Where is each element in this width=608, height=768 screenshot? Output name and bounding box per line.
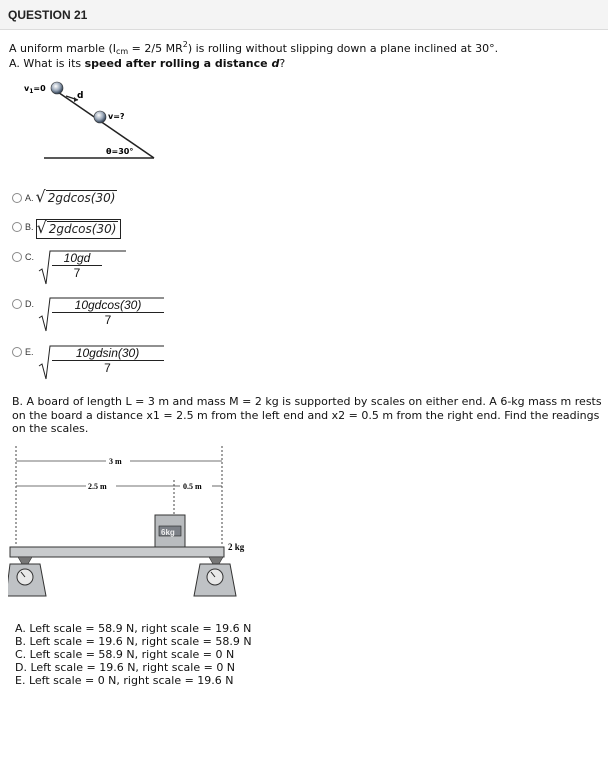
v1-label: v: [24, 84, 30, 93]
answer-b-option: A. Left scale = 58.9 N, right scale = 19.6 N: [15, 622, 252, 635]
option-a-radicand: 2gdcos(30): [47, 191, 116, 205]
svg-text:v1=0: [24, 84, 46, 95]
option-c-expr: [38, 249, 128, 285]
v1-sub: 1: [29, 88, 34, 95]
board: [10, 547, 224, 557]
q-line2-suffix: ?: [279, 57, 286, 70]
v1-eq: =0: [33, 84, 46, 93]
option-b[interactable]: [12, 219, 121, 239]
option-e-denominator: 7: [104, 361, 111, 375]
angle-label: θ=30°: [106, 147, 134, 156]
option-d-radio[interactable]: [12, 299, 22, 309]
x2-label: 0.5 m: [183, 482, 202, 491]
option-a-letter: A.: [25, 193, 34, 203]
x1-label: 2.5 m: [88, 482, 107, 491]
q-line1-sup: 2: [182, 40, 188, 49]
board-mass-label: 2 kg: [228, 542, 245, 552]
sqrt-icon: √: [36, 218, 47, 237]
option-c-fraction: [52, 251, 102, 281]
option-a[interactable]: [12, 187, 117, 206]
marble-top-icon: [51, 82, 63, 94]
question-text-line2: [9, 57, 285, 70]
question-text-line1: [9, 40, 498, 56]
option-c[interactable]: [12, 249, 128, 285]
d-label: d: [77, 91, 84, 101]
option-d-denominator: 7: [104, 313, 112, 327]
board-scales-figure: [8, 446, 256, 604]
option-e[interactable]: [12, 344, 166, 380]
option-d-fraction: [52, 298, 164, 328]
q-line1-suffix: ) is rolling without slipping down a plane inclined at 30°.: [187, 42, 499, 55]
option-e-fraction: [52, 346, 164, 376]
question-header: [0, 0, 608, 30]
mass-label: 6kg: [161, 528, 175, 537]
option-d-expr: [38, 296, 166, 332]
option-d[interactable]: [12, 296, 166, 332]
option-a-expr: [35, 187, 118, 206]
incline-line: [52, 88, 154, 158]
answer-b-option: C. Left scale = 58.9 N, right scale = 0 N: [15, 648, 235, 661]
option-c-letter: C.: [25, 252, 34, 262]
answer-b-option: D. Left scale = 19.6 N, right scale = 0 N: [15, 661, 236, 674]
sqrt-icon: √: [35, 187, 46, 206]
q-line2-var: d: [271, 57, 280, 70]
option-d-numerator: 10gdcos(30): [52, 298, 164, 313]
option-c-denominator: 7: [73, 266, 81, 280]
left-support: [18, 557, 32, 564]
option-e-expr: [38, 344, 166, 380]
q-line2-bold: speed after rolling a distance: [84, 57, 272, 70]
answer-b-option: E. Left scale = 0 N, right scale = 19.6 N: [15, 674, 234, 687]
option-b-radicand: 2gdcos(30): [48, 222, 117, 236]
part-b-text: B. A board of length L = 3 m and mass M = 2 kg is supported by scales on either end. A 6-kg mass m rests on the board a distance x1 = 2.5 m from the left end and x2 = 0.5 m from the right end. Find the readings on the scales.: [12, 395, 602, 435]
option-c-numerator: 10gd: [52, 251, 102, 266]
answer-b-option: B. Left scale = 19.6 N, right scale = 58.9 N: [15, 635, 252, 648]
option-b-letter: B.: [25, 222, 34, 232]
marble-bottom-icon: [94, 111, 106, 123]
q-line1-mid: = 2/5 MR: [128, 42, 183, 55]
q-line2-prefix: A. What is its: [9, 57, 85, 70]
q-line1-sub: cm: [115, 47, 129, 56]
q-line1-prefix: A uniform marble (I: [9, 42, 116, 55]
option-b-expr: [36, 219, 122, 239]
option-b-radio[interactable]: [12, 222, 22, 232]
option-c-radio[interactable]: [12, 252, 22, 262]
answers-b-list: [15, 622, 252, 687]
inclined-plane-figure: [20, 78, 160, 164]
option-e-numerator: 10gdsin(30): [52, 346, 164, 361]
length-label: 3 m: [109, 457, 122, 466]
option-e-radio[interactable]: [12, 347, 22, 357]
option-a-radio[interactable]: [12, 193, 22, 203]
option-d-letter: D.: [25, 299, 34, 309]
question-title: QUESTION 21: [8, 8, 88, 22]
right-support: [209, 557, 223, 564]
option-e-letter: E.: [25, 347, 34, 357]
v2-label: v=?: [108, 112, 125, 121]
